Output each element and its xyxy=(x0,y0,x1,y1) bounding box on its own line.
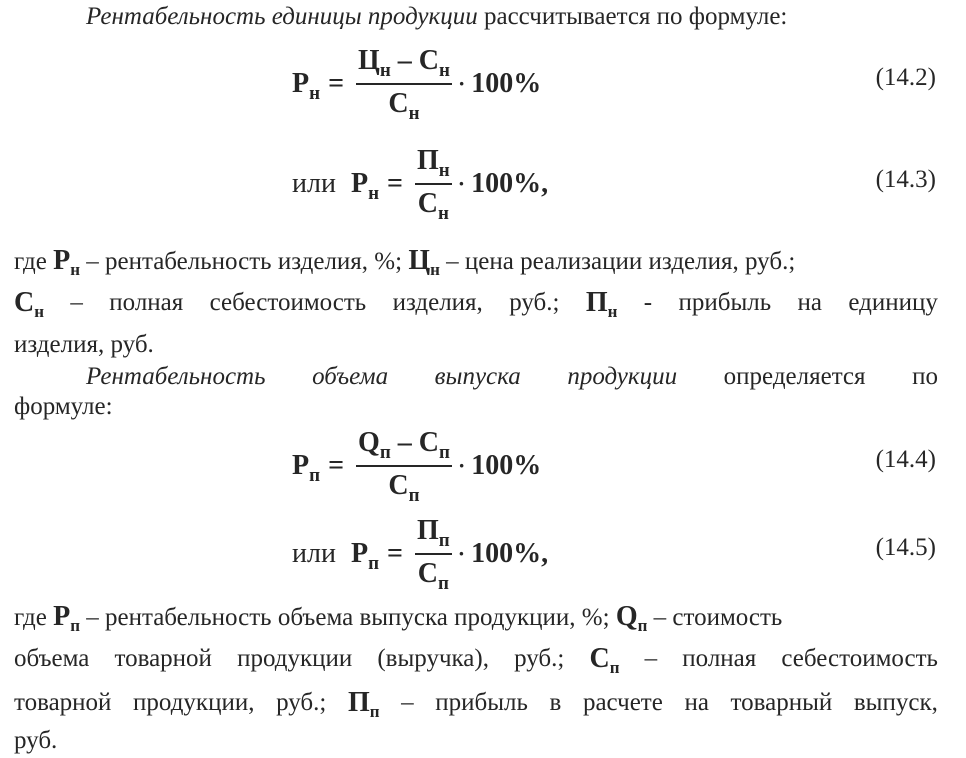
multiply-dot: · xyxy=(457,541,466,566)
symbol-s-group xyxy=(589,644,619,677)
word: расчете xyxy=(582,689,663,716)
intro-line-1 xyxy=(86,2,946,32)
symbol-s: С xyxy=(589,643,610,674)
word: единицу xyxy=(848,289,938,316)
equals-sign: = xyxy=(387,168,403,199)
word: определяется xyxy=(723,363,866,390)
symbol-p-sub: п xyxy=(369,702,380,721)
symbol-s-sub: н xyxy=(34,302,45,321)
num-a-sub: п xyxy=(379,442,391,463)
formula-tail: 100%, xyxy=(471,168,549,199)
word: полная xyxy=(682,645,757,672)
equation-number-14-4: (14.4) xyxy=(875,446,936,473)
den-sub: п xyxy=(408,485,420,506)
fraction-denominator xyxy=(386,467,421,508)
italic-word: выпуска xyxy=(434,363,521,390)
word: объема xyxy=(14,645,90,672)
den-symbol: С xyxy=(388,470,409,501)
word: товарной xyxy=(114,645,212,672)
num-b: С xyxy=(418,427,439,458)
definition-2-line-2 xyxy=(14,644,938,677)
equation-number-14-2: (14.2) xyxy=(875,64,936,91)
fraction xyxy=(415,512,452,596)
definition-1-line-2 xyxy=(14,288,938,321)
word: – xyxy=(644,645,658,672)
fraction xyxy=(356,424,452,508)
definition-2-line-1 xyxy=(14,602,938,635)
formula-lhs xyxy=(350,538,380,574)
italic-word: объема xyxy=(312,363,389,390)
lhs-symbol: Р xyxy=(350,538,369,569)
definition-1-line-1 xyxy=(14,246,938,279)
intro-rest: рассчитывается по формуле: xyxy=(477,3,788,30)
word: себестоимость xyxy=(781,645,938,672)
word: в xyxy=(549,689,562,716)
symbol-q: Q xyxy=(615,601,638,632)
word: изделия, xyxy=(392,289,483,316)
formula-14-5 xyxy=(292,512,548,596)
word: прибыль xyxy=(678,289,772,316)
num-a: Ц xyxy=(358,45,380,76)
den-symbol: С xyxy=(388,88,409,119)
word: руб.; xyxy=(514,645,565,672)
definition-1-line-3: изделия, руб. xyxy=(14,331,154,358)
symbol-p-group xyxy=(348,688,380,721)
lhs-subscript: н xyxy=(368,183,380,204)
lhs-subscript: н xyxy=(309,83,321,104)
intro-2-line-1 xyxy=(86,362,938,392)
italic-word: продукции xyxy=(567,363,678,390)
def-q-text: – стоимость xyxy=(653,604,783,631)
word: себестоимость xyxy=(209,289,367,316)
def-r-text: – рентабельность объема выпуска продукции, %; xyxy=(86,604,610,631)
word: – xyxy=(401,689,414,716)
symbol-s: С xyxy=(14,287,35,318)
formula-14-4 xyxy=(292,424,541,508)
word: продукции xyxy=(237,645,353,672)
fraction-numerator xyxy=(356,42,452,83)
equals-sign: = xyxy=(387,538,403,569)
formula-lhs xyxy=(350,168,380,204)
word: - xyxy=(643,289,653,316)
fraction xyxy=(415,142,452,226)
word: выпуск, xyxy=(853,689,938,716)
den-symbol: С xyxy=(417,558,438,589)
fraction-numerator xyxy=(415,142,452,183)
symbol-ts-sub: н xyxy=(430,260,440,279)
den-sub: н xyxy=(408,103,420,124)
num-b-sub: н xyxy=(439,60,450,81)
symbol-p-sub: н xyxy=(607,302,618,321)
word: товарный xyxy=(730,689,833,716)
intro-2-line-2: формуле: xyxy=(14,393,113,420)
fraction-denominator xyxy=(416,185,451,226)
word-where: где xyxy=(14,604,47,631)
num-b: С xyxy=(418,45,439,76)
word: на xyxy=(797,289,822,316)
formula-prefix: или xyxy=(292,538,343,569)
word: товарной xyxy=(14,689,112,716)
den-sub: н xyxy=(437,203,449,224)
lhs-subscript: п xyxy=(309,465,321,486)
word: полная xyxy=(109,289,184,316)
multiply-dot: · xyxy=(457,71,466,96)
equation-number-14-3: (14.3) xyxy=(875,166,936,193)
multiply-dot: · xyxy=(457,453,466,478)
num-a: П xyxy=(416,145,439,176)
symbol-r: Р xyxy=(53,601,71,632)
italic-word: Рентабельность xyxy=(86,363,266,390)
lhs-symbol: Р xyxy=(292,450,310,481)
formula-tail: 100% xyxy=(471,450,542,481)
word: прибыль xyxy=(435,689,528,716)
word: – xyxy=(70,289,83,316)
symbol-r: Р xyxy=(53,245,71,276)
symbol-s-sub: п xyxy=(609,658,620,677)
symbol-p: П xyxy=(347,687,370,718)
word: на xyxy=(684,689,709,716)
fraction xyxy=(356,42,452,126)
word: руб.; xyxy=(276,689,327,716)
equals-sign: = xyxy=(328,68,345,99)
lhs-symbol: Р xyxy=(350,168,369,199)
formula-14-2 xyxy=(292,42,541,126)
word: по xyxy=(912,363,938,390)
fraction-numerator xyxy=(356,424,452,465)
den-sub: п xyxy=(437,573,449,594)
num-a-sub: п xyxy=(438,530,450,551)
symbol-r-sub: н xyxy=(70,260,80,279)
num-op: – xyxy=(390,45,419,76)
fraction-denominator xyxy=(386,85,421,126)
def-ts-text: – цена реализации изделия, руб.; xyxy=(446,248,796,275)
num-a: П xyxy=(416,515,439,546)
symbol-q-sub: п xyxy=(637,616,648,635)
formula-lhs xyxy=(292,450,321,486)
word: продукции, xyxy=(133,689,255,716)
symbol-p-group xyxy=(586,288,618,321)
num-op: – xyxy=(390,427,419,458)
num-a: Q xyxy=(358,427,380,458)
formula-tail: 100%, xyxy=(471,538,549,569)
definition-2-line-4: руб. xyxy=(14,727,58,754)
fraction-numerator xyxy=(415,512,452,553)
lhs-subscript: п xyxy=(368,553,380,574)
formula-14-3 xyxy=(292,142,548,226)
definition-2-line-3 xyxy=(14,688,938,721)
num-b-sub: п xyxy=(439,442,450,463)
symbol-s-group xyxy=(14,288,44,321)
equation-number-14-5: (14.5) xyxy=(875,534,936,561)
fraction-denominator xyxy=(416,555,451,596)
def-r-text: – рентабельность изделия, %; xyxy=(86,248,403,275)
formula-tail: 100% xyxy=(471,68,542,99)
symbol-p: П xyxy=(585,287,608,318)
symbol-r-sub: п xyxy=(70,616,80,635)
num-a-sub: н xyxy=(438,160,450,181)
word: (выручка), xyxy=(377,645,489,672)
multiply-dot: · xyxy=(457,171,466,196)
formula-lhs xyxy=(292,68,321,104)
word-where: где xyxy=(14,248,47,275)
word: руб.; xyxy=(509,289,560,316)
intro-italic-term: Рентабельность единицы продукции xyxy=(86,3,478,30)
num-a-sub: н xyxy=(379,60,391,81)
den-symbol: С xyxy=(417,188,438,219)
symbol-ts: Ц xyxy=(408,245,431,276)
lhs-symbol: Р xyxy=(292,68,310,99)
formula-prefix: или xyxy=(292,168,343,199)
equals-sign: = xyxy=(328,450,345,481)
